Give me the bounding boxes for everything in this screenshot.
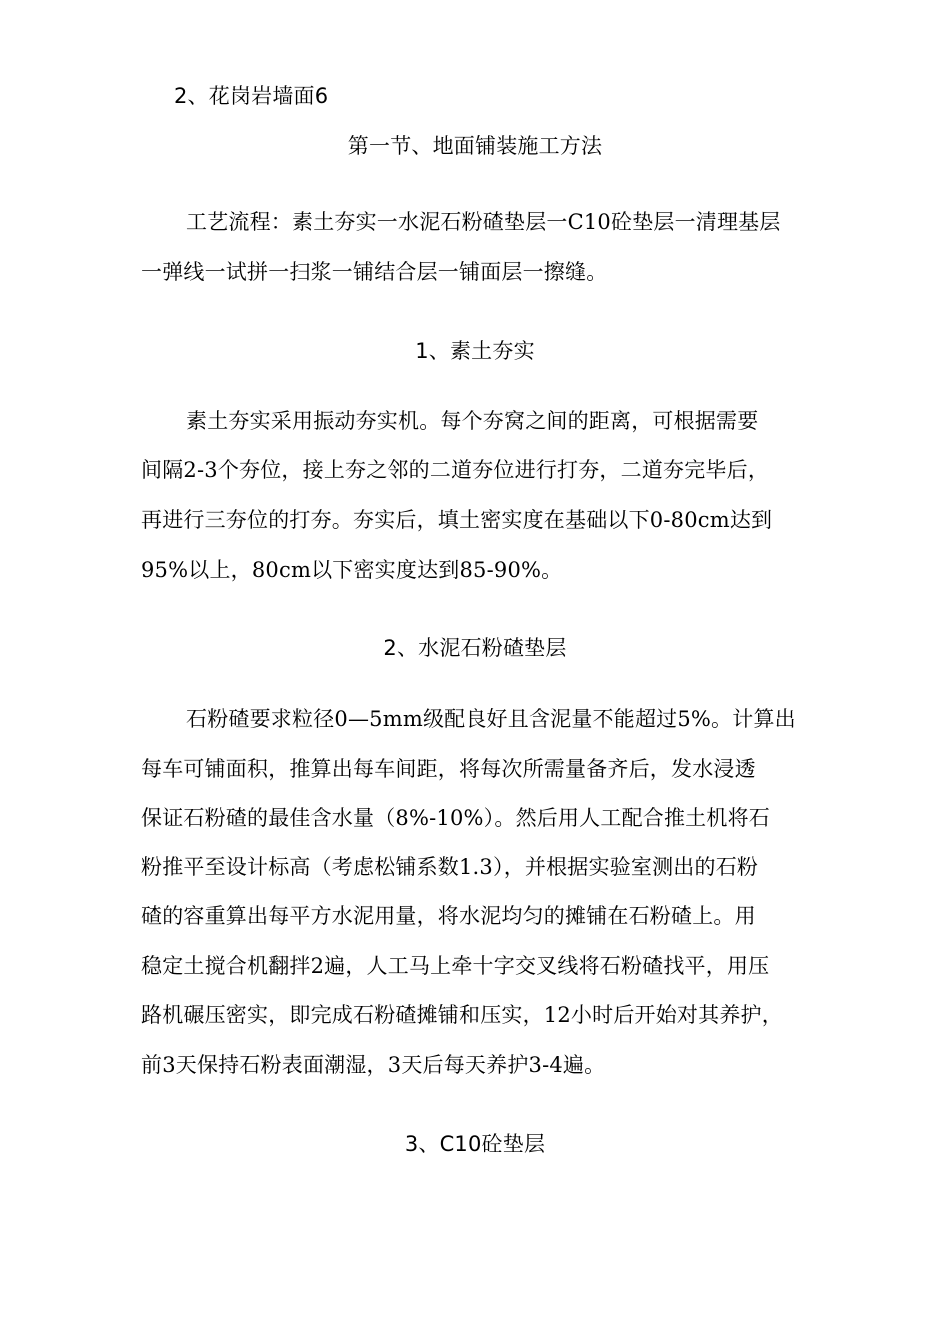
paragraph-line: 稳定土搅合机翻拌2遍，人工马上牵十字交叉线将石粉碴找平，用压 bbox=[141, 954, 770, 978]
subsection-title-3: 3、C10砼垫层 bbox=[404, 1132, 546, 1156]
paragraph-line: 碴的容重算出每平方水泥用量，将水泥均匀的摊铺在石粉碴上。用 bbox=[141, 904, 756, 928]
paragraph-line: 粉推平至设计标高（考虑松铺系数1.3），并根据实验室测出的石粉 bbox=[141, 855, 759, 879]
paragraph-line: 一弹线一试拼一扫浆一铺结合层一铺面层一擦缝。 bbox=[141, 260, 608, 284]
paragraph-line: 95%以上，80cm以下密实度达到85-90%。 bbox=[141, 558, 563, 582]
paragraph-line: 间隔2-3个夯位，接上夯之邻的二道夯位进行打夯，二道夯完毕后， bbox=[141, 458, 770, 482]
paragraph-line: 再进行三夯位的打夯。夯实后，填土密实度在基础以下0-80cm达到 bbox=[141, 508, 773, 532]
paragraph-line: 素土夯实采用振动夯实机。每个夯窝之间的距离，可根据需要 bbox=[186, 409, 759, 433]
subsection-title-1: 1、素土夯实 bbox=[415, 339, 535, 363]
paragraph-line: 工艺流程：素土夯实一水泥石粉碴垫层一C10砼垫层一清理基层 bbox=[186, 210, 781, 234]
paragraph-line: 路机碾压密实，即完成石粉碴摊铺和压实，12小时后开始对其养护， bbox=[141, 1003, 783, 1027]
paragraph-line: 每车可铺面积，推算出每车间距，将每次所需量备齐后，发水浸透 bbox=[141, 757, 756, 781]
paragraph-line: 保证石粉碴的最佳含水量（8%-10%）。然后用人工配合推土机将石 bbox=[141, 806, 770, 830]
paragraph-line: 石粉碴要求粒径0—5mm级配良好且含泥量不能超过5%。计算出 bbox=[186, 707, 796, 731]
heading-top: 2、花岗岩墙面6 bbox=[174, 84, 329, 108]
paragraph-line: 前3天保持石粉表面潮湿，3天后每天养护3-4遍。 bbox=[141, 1053, 606, 1077]
section-title: 第一节、地面铺装施工方法 bbox=[347, 134, 603, 158]
subsection-title-2: 2、水泥石粉碴垫层 bbox=[383, 636, 567, 660]
